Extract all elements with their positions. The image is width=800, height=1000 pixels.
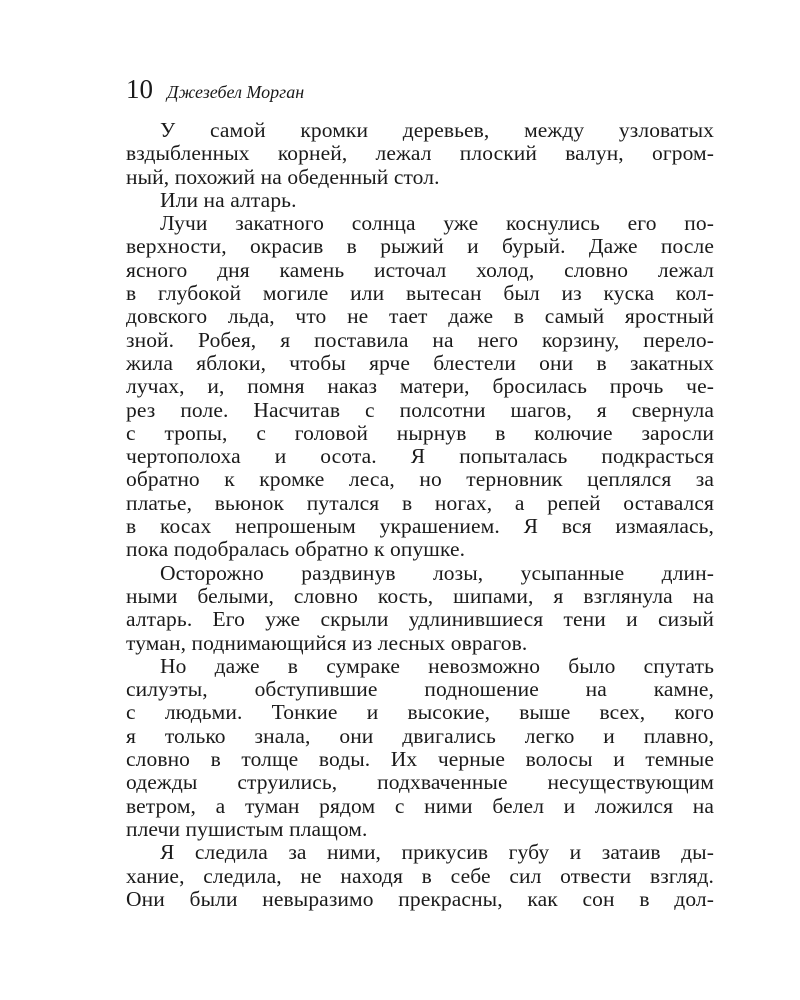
text-line: Они были невыразимо прекрасны, как сон в дол- (126, 886, 714, 911)
text-line: обратно к кромке леса, но терновник цеплялся за (126, 467, 714, 492)
text-line: зной. Робея, я поставила на него корзину, перело- (126, 327, 714, 352)
text-line: рез поле. Насчитав с полсотни шагов, я свернула (126, 397, 714, 422)
text-line: Но даже в сумраке невозможно было спутать (160, 653, 714, 678)
page-number: 10 (126, 74, 153, 104)
text-line: я только знала, они двигались легко и плавно, (126, 723, 714, 748)
text-line: алтарь. Его уже скрыли удлинившиеся тени и сизый (126, 607, 714, 632)
book-author: Джезебел Морган (167, 82, 305, 102)
text-line: жила яблоки, чтобы ярче блестели они в закатных (126, 350, 714, 375)
text-line: У самой кромки деревьев, между узловатых (160, 118, 714, 142)
text-line: довского льда, что не тает даже в самый яростный (126, 304, 714, 329)
text-line: лучах, и, помня наказ матери, бросилась прочь че- (126, 374, 714, 399)
text-line: пока подобралась обратно к опушке. (126, 537, 466, 562)
text-line: туман, поднимающийся из лесных оврагов. (126, 630, 528, 655)
text-line: Осторожно раздвинув лозы, усыпанные длин- (160, 560, 714, 585)
text-line: с тропы, с головой нырнув в колючие заросли (126, 420, 714, 445)
text-line: хание, следила, не находя в себе сил отвести взгляд. (126, 863, 714, 888)
text-line: одежды струились, подхваченные несуществующим (126, 770, 714, 795)
text-line: с людьми. Тонкие и высокие, выше всех, кого (126, 700, 714, 725)
text-line: платье, вьюнок путался в ногах, а репей оставался (126, 490, 714, 515)
text-line: словно в толще воды. Их черные волосы и темные (126, 747, 714, 772)
text-line: в косах непрошеным украшением. Я вся измаялась, (126, 514, 714, 539)
text-line: верхности, окрасив в рыжий и бурый. Даже после (126, 234, 714, 259)
text-line: в глубокой могиле или вытесан был из куска кол- (126, 281, 714, 306)
text-line: ясного дня камень источал холод, словно лежал (126, 257, 714, 282)
text-line: ветром, а туман рядом с ними белел и ложился на (126, 793, 714, 818)
text-line: чертополоха и осота. Я попыталась подкрасться (126, 444, 714, 469)
text-line: плечи пушистым плащом. (126, 816, 368, 841)
text-line: силуэты, обступившие подношение на камне, (126, 677, 714, 702)
text-line: ными белыми, словно кость, шипами, я взглянула на (126, 583, 714, 608)
body-text (126, 119, 714, 911)
text-line: ный, похожий на обеденный стол. (126, 164, 440, 189)
text-line: вздыбленных корней, лежал плоский валун, огром- (126, 141, 714, 166)
text-line: Я следила за ними, прикусив губу и затаив ды- (160, 840, 714, 865)
text-line: Или на алтарь. (160, 187, 297, 212)
running-head (126, 74, 304, 108)
text-line: Лучи закатного солнца уже коснулись его по- (160, 211, 714, 236)
